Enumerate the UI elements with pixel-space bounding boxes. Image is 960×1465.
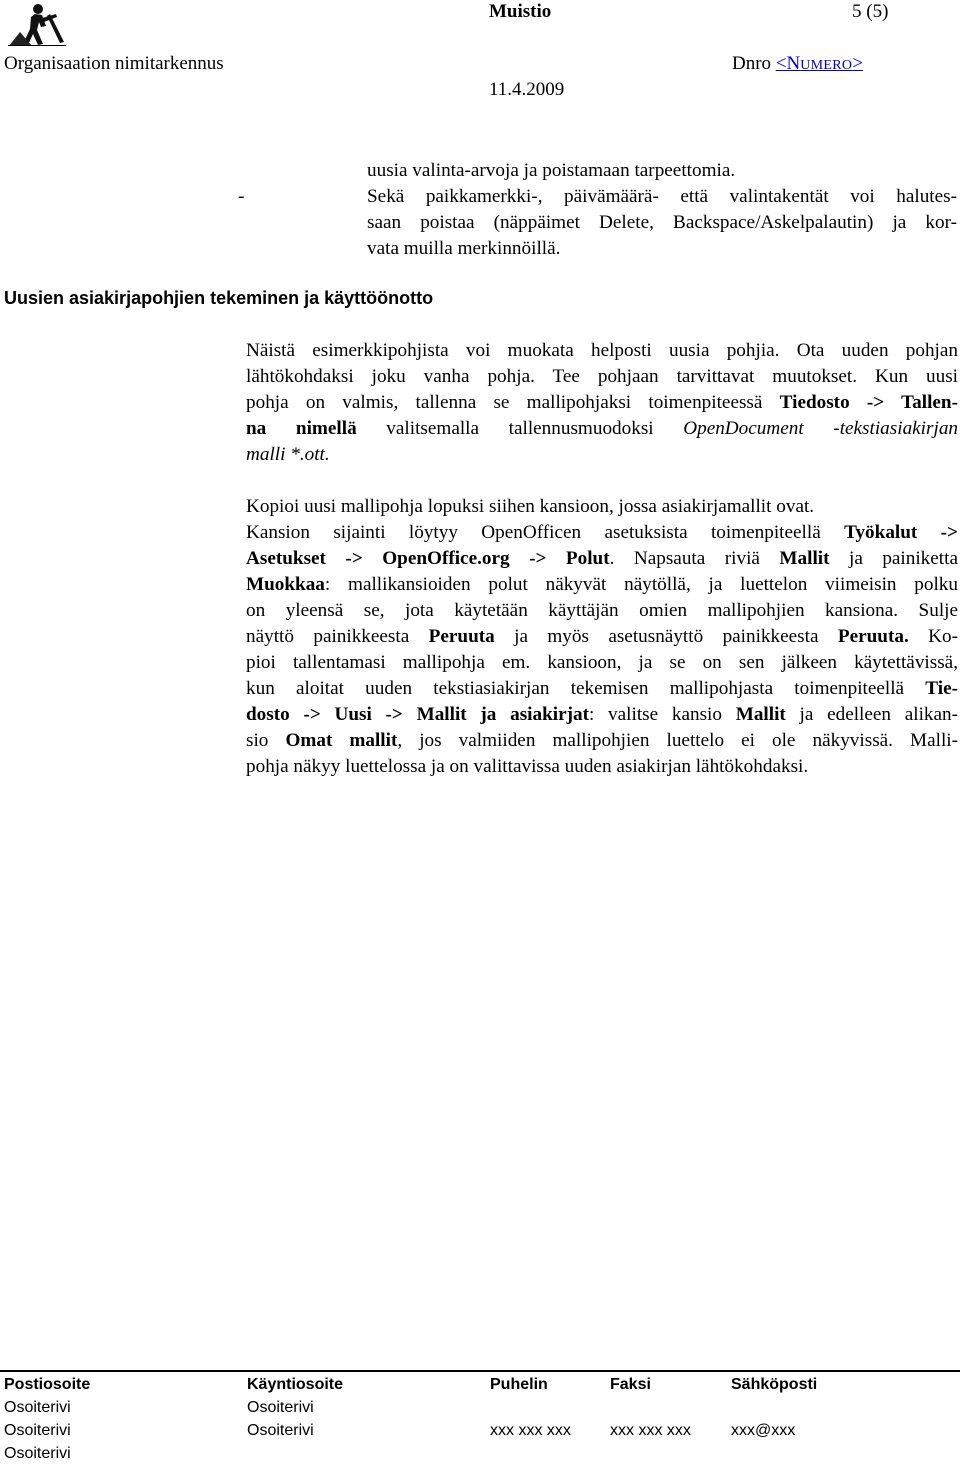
footer-visit-line: Osoiterivi bbox=[247, 1399, 314, 1416]
bullet-dash: - bbox=[238, 186, 245, 207]
section-heading: Uusien asiakirjapohjien tekeminen ja käyttöönotto bbox=[4, 288, 434, 308]
footer-heading-email: Sähköposti bbox=[731, 1376, 818, 1393]
dnro-field bbox=[732, 52, 863, 78]
footer-postal-line: Osoiterivi bbox=[4, 1422, 71, 1439]
footer-phone: xxx xxx xxx bbox=[490, 1422, 571, 1439]
bullet-continuation: uusia valinta-arvoja ja poistamaan tarpeettomia. bbox=[367, 160, 736, 181]
bullet-item: Sekä paikkamerkki-, päivämäärä- että valintakentät voi halutes- saan poistaa (näppäimet Delete, Backspace/Askelpalautin) ja kor- vata muilla merkinnöillä. bbox=[367, 186, 957, 259]
paragraph-new-templates: Näistä esimerkkipohjista voi muokata helposti uusia pohjia. Ota uuden pohjan lähtökohdaksi joku vanha pohja. Tee pohjaan tarvittavat muutokset. Kun uusi pohja on valmis, tallenna se mallipohjaksi toimenpiteessä Tiedosto -> Tallen- na nimellä valitsemalla tallennusmuodoksi OpenDocument -tekstiasiakirjan malli *.ott. bbox=[246, 340, 959, 465]
footer-fax: xxx xxx xxx bbox=[610, 1422, 691, 1439]
footer-postal-line: Osoiterivi bbox=[4, 1445, 71, 1462]
footer-heading-visit: Käyntiosoite bbox=[247, 1376, 344, 1393]
footer-heading-postal: Postiosoite bbox=[4, 1376, 91, 1393]
footer-divider bbox=[0, 1370, 960, 1372]
paragraph-copy-template: Kopioi uusi mallipohja lopuksi siihen kansioon, jossa asiakirjamallit ovat. Kansion sijainti löytyy OpenOfficen asetuksista toimenpiteellä Työkalut -> Asetukset -> OpenOffice.org -> Polut. Napsauta riviä Mallit ja painiketta Muokkaa: mallikansioiden polut näkyvät näytöllä, ja luettelon viimeisin polku on yleensä se, jota käytetään käyttäjän omien mallipohjien kansiona. Sulje näyttö painikkeesta Peruuta ja myös asetusnäyttö painikkeesta Peruuta. Ko- pioi tallentamasi mallipohja em. kansioon, ja se on sen jälkeen käytettävissä, kun aloitat uuden tekstiasiakirjan tekemisen mallipohjasta toimenpiteellä Tie- dosto -> Uusi -> Mallit ja asiakirjat: valitse kansio Mallit ja edelleen alikan- sio Omat mallit, jos valmiiden mallipohjien luettelo ei ole näkyvissä. Malli- pohja näkyy luettelossa ja on valittavissa uuden asiakirjan lähtökohdaksi. bbox=[246, 496, 959, 777]
dnro-label: Dnro bbox=[732, 53, 772, 74]
roadwork-logo-icon bbox=[6, 2, 68, 46]
dnro-number-placeholder[interactable]: <NUMERO> bbox=[775, 53, 864, 74]
footer-heading-fax: Faksi bbox=[610, 1376, 651, 1393]
footer-email[interactable]: xxx@xxx bbox=[731, 1422, 796, 1439]
footer-visit-line: Osoiterivi bbox=[247, 1422, 314, 1439]
document-date: 11.4.2009 bbox=[489, 79, 565, 100]
organisation-name: Organisaation nimitarkennus bbox=[4, 53, 224, 74]
document-type: Muistio bbox=[489, 1, 552, 22]
page-number: 5 (5) bbox=[852, 1, 889, 22]
footer-heading-phone: Puhelin bbox=[490, 1376, 548, 1393]
footer-postal-line: Osoiterivi bbox=[4, 1399, 71, 1416]
